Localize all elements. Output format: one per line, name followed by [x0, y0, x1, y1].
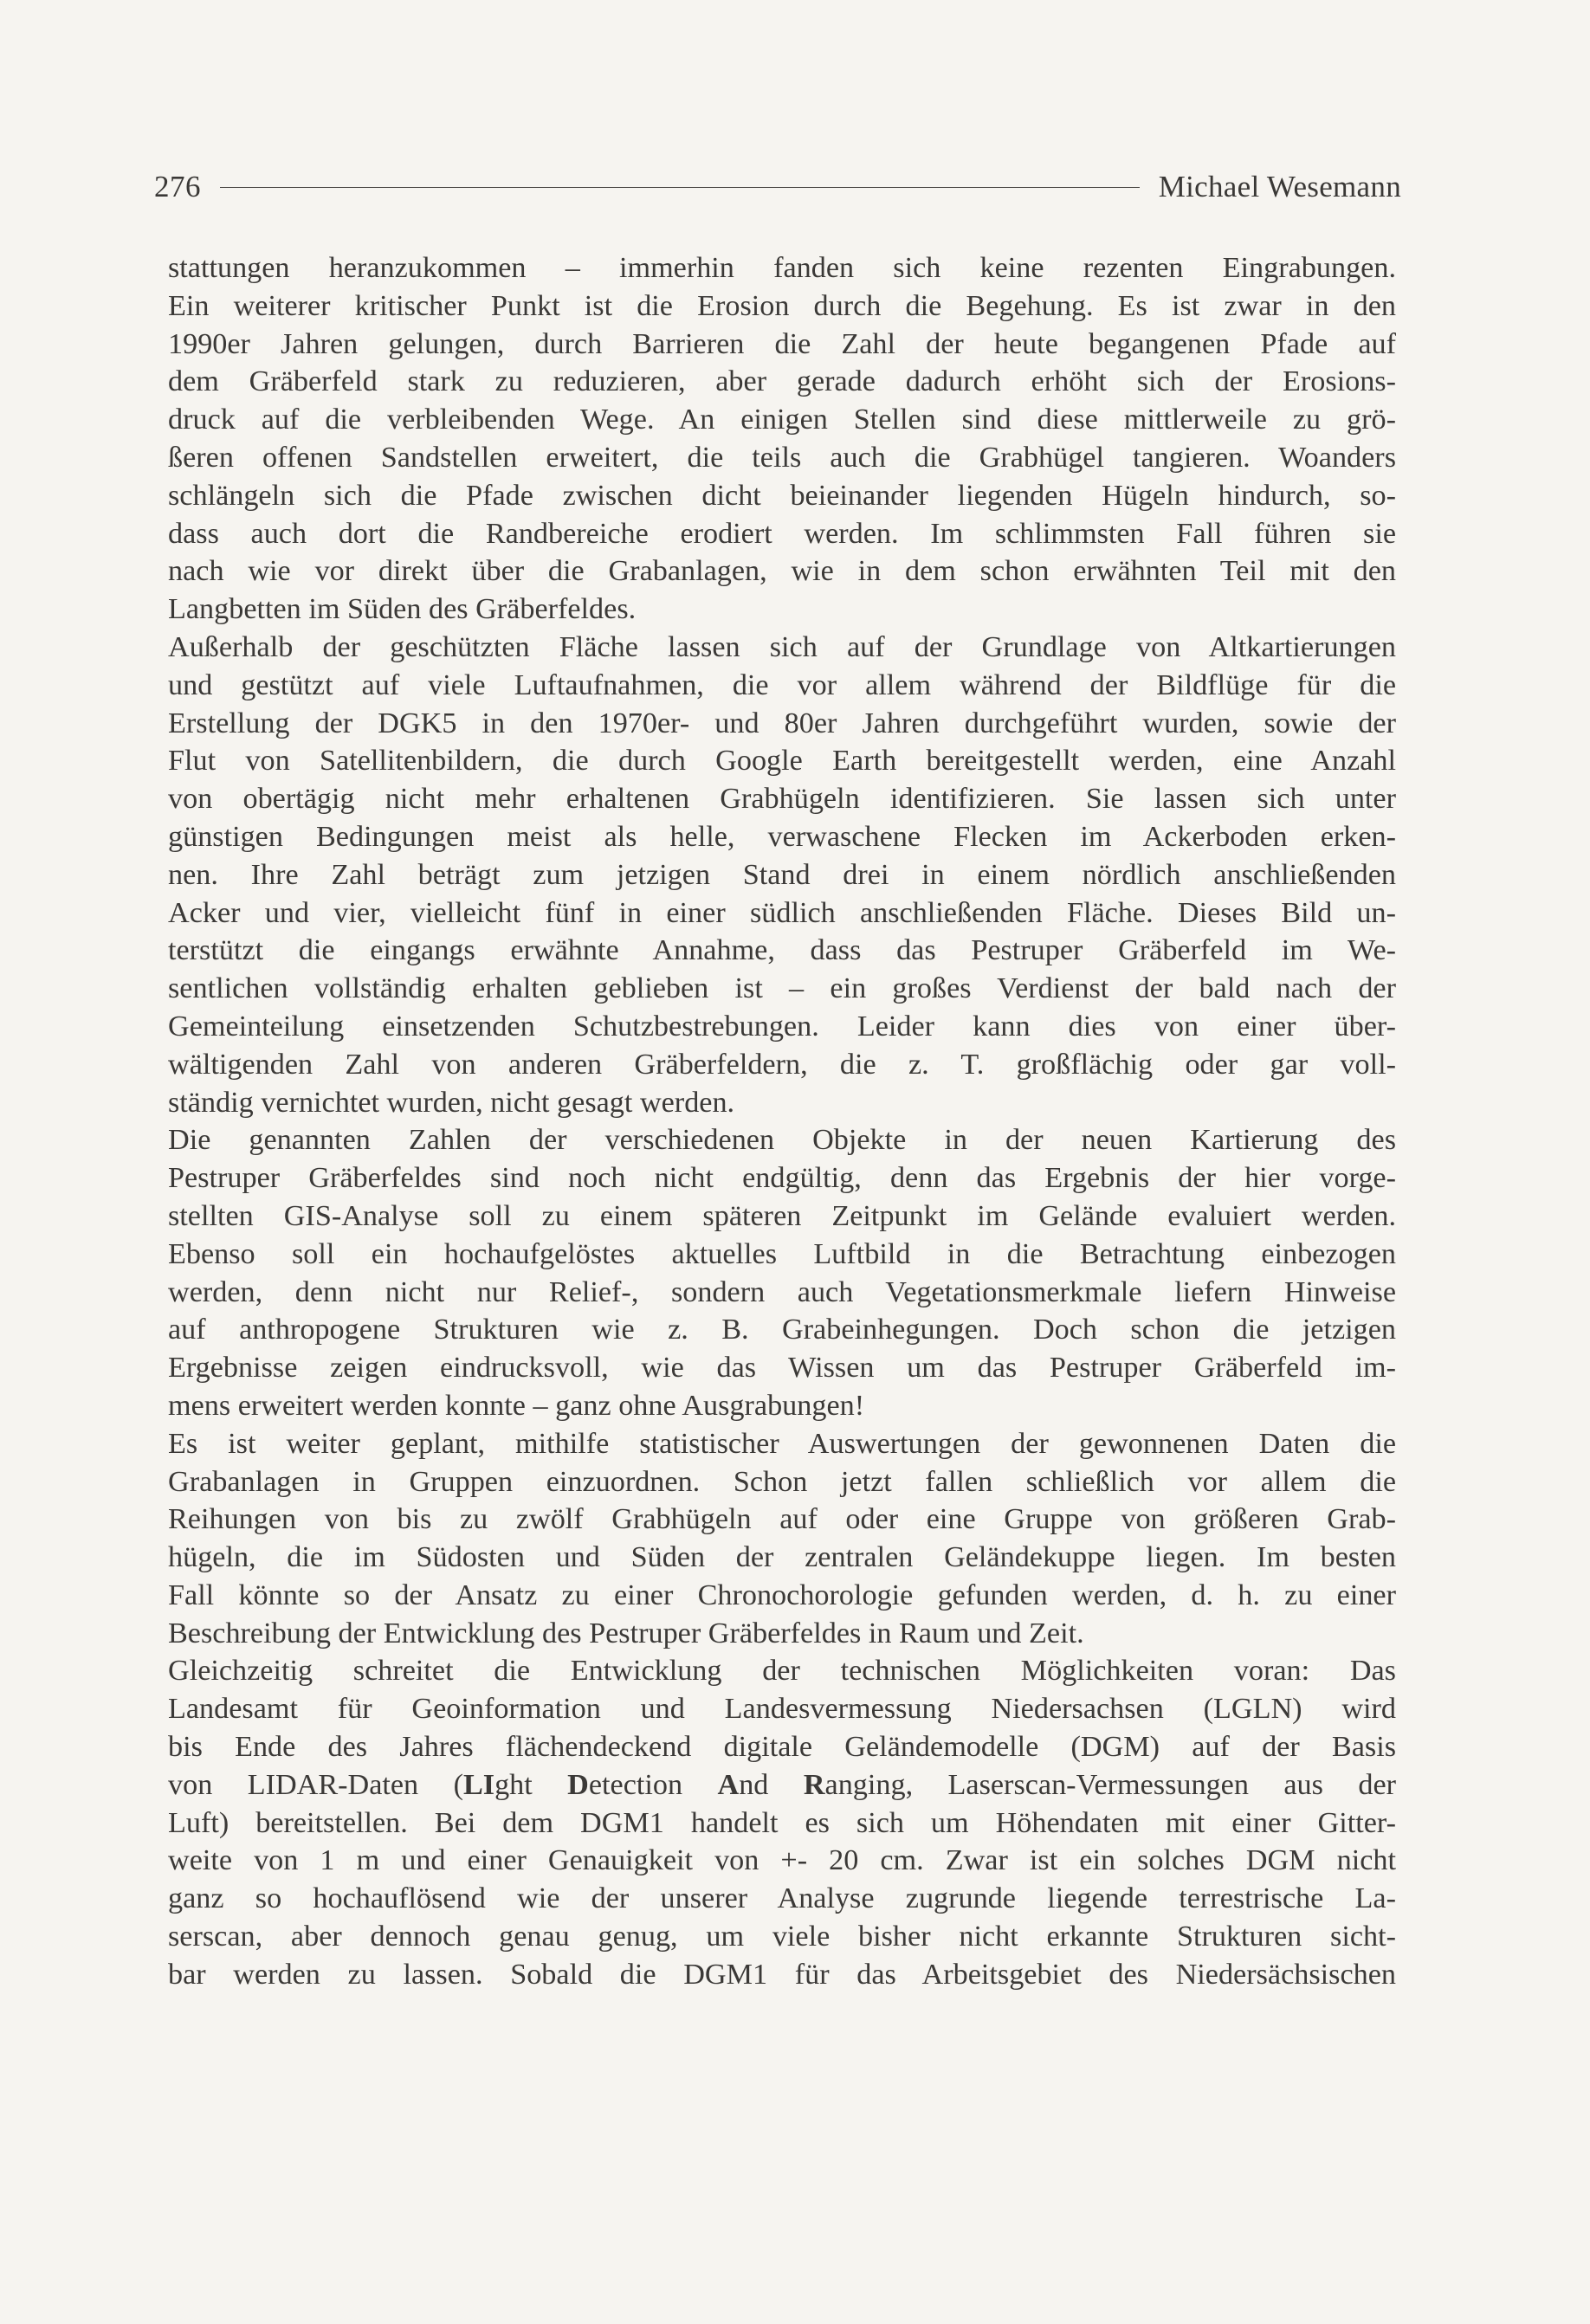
text-line: schlängeln sich die Pfade zwischen dicht beieinander liegenden Hügeln hindurch, so-: [168, 479, 1396, 512]
text-line: 1990er Jahren gelungen, durch Barrieren die Zahl der heute begangenen Pfade auf: [168, 327, 1396, 360]
text-line: sentlichen vollständig erhalten geblieben ist – ein großes Verdienst der bald nach der: [168, 972, 1396, 1005]
text-line: von obertägig nicht mehr erhaltenen Grabhügeln identifizieren. Sie lassen sich unter: [168, 783, 1396, 816]
text-line: nach wie vor direkt über die Grabanlagen, wie in dem schon erwähnten Teil mit den: [168, 555, 1396, 588]
text-line: Grabanlagen in Gruppen einzuordnen. Schon jetzt fallen schließlich vor allem die: [168, 1465, 1396, 1498]
text-line: werden, denn nicht nur Relief-, sondern auch Vegetationsmerkmale liefern Hinweise: [168, 1275, 1396, 1308]
text-line: stattungen heranzukommen – immerhin fanden sich keine rezenten Eingrabungen.: [168, 252, 1396, 284]
text-line: serscan, aber dennoch genau genug, um viele bisher nicht erkannte Strukturen sicht-: [168, 1921, 1396, 1953]
text-line: Beschreibung der Entwicklung des Pestruper Gräberfeldes in Raum und Zeit.: [168, 1617, 1084, 1649]
text-line: Reihungen von bis zu zwölf Grabhügeln auf oder eine Gruppe von größeren Grab-: [168, 1503, 1396, 1536]
text-line: druck auf die verbleibenden Wege. An einigen Stellen sind diese mittlerweile zu grö-: [168, 403, 1396, 436]
text-line: hügeln, die im Südosten und Süden der zentralen Geländekuppe liegen. Im besten: [168, 1541, 1396, 1574]
text-line: Außerhalb der geschützten Fläche lassen sich auf der Grundlage von Altkartierungen: [168, 630, 1396, 663]
running-head-author: Michael Wesemann: [1158, 170, 1401, 203]
text-line: Es ist weiter geplant, mithilfe statistischer Auswertungen der gewonnenen Daten die: [168, 1427, 1396, 1460]
text-line: Ein weiterer kritischer Punkt ist die Erosion durch die Begehung. Es ist zwar in den: [168, 289, 1396, 322]
text-line: Ergebnisse zeigen eindrucksvoll, wie das Wissen um das Pestruper Gräberfeld im-: [168, 1352, 1396, 1385]
text-line: von LIDAR-Daten (LIght Detection And Ranging, Laserscan-Vermessungen aus der: [168, 1768, 1396, 1801]
text-line: Landesamt für Geoinformation und Landesvermessung Niedersachsen (LGLN) wird: [168, 1693, 1396, 1726]
text-line: bis Ende des Jahres flächendeckend digitale Geländemodelle (DGM) auf der Basis: [168, 1731, 1396, 1764]
text-line: nen. Ihre Zahl beträgt zum jetzigen Stand drei in einem nördlich anschließenden: [168, 858, 1396, 891]
text-line: Gleichzeitig schreitet die Entwicklung der technischen Möglichkeiten voran: Das: [168, 1655, 1396, 1688]
header-rule: [220, 187, 1140, 188]
text-line: Fall könnte so der Ansatz zu einer Chronochorologie gefunden werden, d. h. zu einer: [168, 1578, 1396, 1611]
body-text: [168, 249, 1396, 1994]
text-line: Erstellung der DGK5 in den 1970er- und 80er Jahren durchgeführt wurden, sowie der: [168, 707, 1396, 739]
text-line: ganz so hochauflösend wie der unserer Analyse zugrunde liegende terrestrische La-: [168, 1882, 1396, 1915]
text-line: terstützt die eingangs erwähnte Annahme, dass das Pestruper Gräberfeld im We-: [168, 934, 1396, 967]
text-line: auf anthropogene Strukturen wie z. B. Grabeinhegungen. Doch schon die jetzigen: [168, 1314, 1396, 1346]
text-line: stellten GIS-Analyse soll zu einem späteren Zeitpunkt im Gelände evaluiert werden.: [168, 1199, 1396, 1232]
text-line: Die genannten Zahlen der verschiedenen Objekte in der neuen Kartierung des: [168, 1124, 1396, 1157]
text-line: Ebenso soll ein hochaufgelöstes aktuelles Luftbild in die Betrachtung einbezogen: [168, 1237, 1396, 1270]
text-line: weite von 1 m und einer Genauigkeit von +- 20 cm. Zwar ist ein solches DGM nicht: [168, 1844, 1396, 1877]
text-line: dem Gräberfeld stark zu reduzieren, aber gerade dadurch erhöht sich der Erosions-: [168, 365, 1396, 398]
text-line: dass auch dort die Randbereiche erodiert werden. Im schlimmsten Fall führen sie: [168, 517, 1396, 550]
text-line: günstigen Bedingungen meist als helle, verwaschene Flecken im Ackerboden erken-: [168, 820, 1396, 853]
text-line: Luft) bereitstellen. Bei dem DGM1 handelt es sich um Höhendaten mit einer Gitter-: [168, 1806, 1396, 1839]
text-line: mens erweitert werden konnte – ganz ohne Ausgrabungen!: [168, 1389, 865, 1422]
text-line: bar werden zu lassen. Sobald die DGM1 für das Arbeitsgebiet des Niedersächsischen: [168, 1958, 1396, 1991]
text-line: Flut von Satellitenbildern, die durch Google Earth bereitgestellt werden, eine Anzahl: [168, 745, 1396, 778]
text-line: Acker und vier, vielleicht fünf in einer südlich anschließenden Fläche. Dieses Bild un-: [168, 896, 1396, 929]
text-line: Gemeinteilung einsetzenden Schutzbestrebungen. Leider kann dies von einer über-: [168, 1010, 1396, 1043]
page-header: [154, 170, 1401, 213]
text-line: ßeren offenen Sandstellen erweitert, die teils auch die Grabhügel tangieren. Woanders: [168, 441, 1396, 474]
page-number: 276: [154, 170, 201, 203]
text-line: Pestruper Gräberfeldes sind noch nicht endgültig, denn das Ergebnis der hier vorge-: [168, 1162, 1396, 1195]
text-line: und gestützt auf viele Luftaufnahmen, die vor allem während der Bildflüge für die: [168, 668, 1396, 701]
text-line: ständig vernichtet wurden, nicht gesagt werden.: [168, 1086, 735, 1119]
text-line: wältigenden Zahl von anderen Gräberfeldern, die z. T. großflächig oder gar voll-: [168, 1048, 1396, 1081]
text-line: Langbetten im Süden des Gräberfeldes.: [168, 593, 637, 626]
